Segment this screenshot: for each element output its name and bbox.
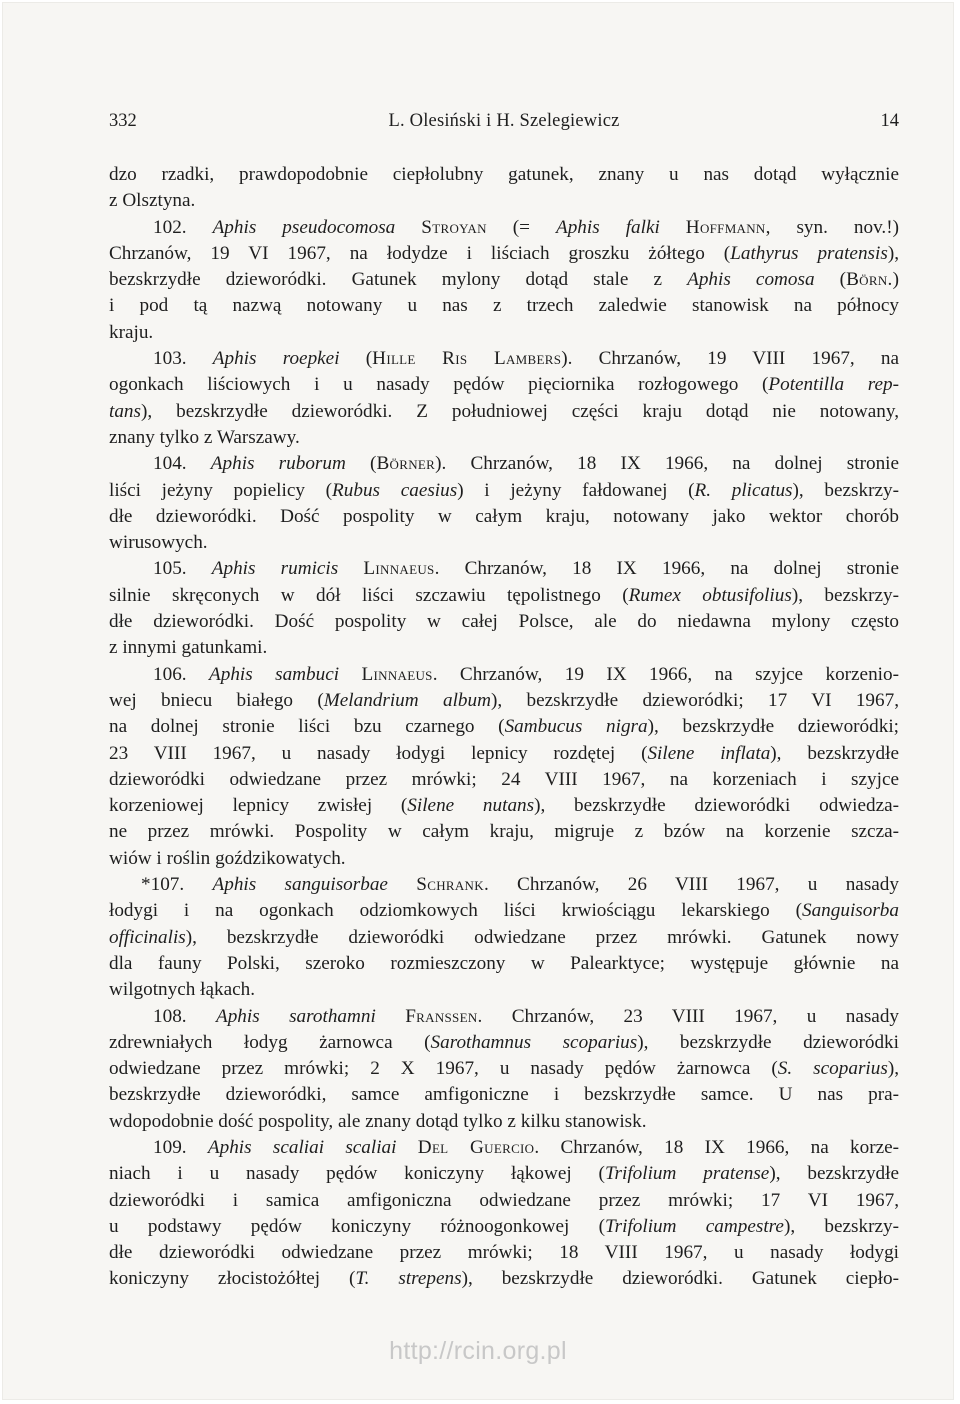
taxon-name: Trifolium pratense bbox=[604, 1163, 770, 1185]
taxon-name: Aphis sambuci bbox=[209, 663, 340, 685]
text-line: 23 VIII 1967, u nasady łodygi lepnicy rozdętej (Silene inflata), bezskrzydłe bbox=[109, 742, 899, 764]
author-name: Börner bbox=[376, 453, 436, 475]
species-entry-heading: 106. Aphis sambuci Linnaeus. Chrzanów, 19 IX 1966, na szyjce korzenio- bbox=[153, 663, 899, 685]
text-line: officinalis), bezskrzydłe dzieworódki odwiedzane przez mrówki. Gatunek nowy bbox=[109, 926, 899, 948]
text-line: wirusowych. bbox=[109, 532, 208, 554]
text-line: niach i u nasady pędów koniczyny łąkowej (Trifolium pratense), bezskrzydłe bbox=[109, 1163, 899, 1185]
text-line: liści jeżyny popielicy (Rubus caesius) i jeżyny fałdowanej (R. plicatus), bezskrzy- bbox=[109, 479, 899, 501]
taxon-name: Sambucus nigra bbox=[504, 716, 648, 738]
text-line: u podstawy pędów koniczyny różnoogonkowej (Trifolium campestre), bezskrzy- bbox=[109, 1215, 899, 1237]
taxon-name: Melandrium album bbox=[323, 689, 491, 711]
taxon-name: Silene inflata bbox=[647, 742, 771, 764]
text-line: bezskrzydłe dzieworódki, samce amfigoniczne i bezskrzydłe samce. U nas pra- bbox=[109, 1084, 899, 1106]
text-line: bezskrzydłe dzieworódki. Gatunek mylony dotąd stale z Aphis comosa (Börn.) bbox=[109, 269, 900, 291]
species-entry-heading: 102. Aphis pseudocomosa Stroyan (= Aphis falki Hoffmann, syn. nov.!) bbox=[153, 216, 899, 238]
author-name: Linnaeus bbox=[361, 663, 433, 685]
taxon-name: T. strepens bbox=[355, 1268, 462, 1290]
taxon-name: Aphis comosa bbox=[687, 269, 815, 291]
text-line: zdrewniałych łodyg żarnowca (Sarothamnus scoparius), bezskrzydłe dzieworódki bbox=[109, 1031, 899, 1053]
taxon-name: Aphis pseudocomosa bbox=[212, 216, 396, 238]
running-head-authors: L. Olesiński i H. Szelegiewicz bbox=[388, 111, 620, 131]
taxon-name: Aphis roepkei bbox=[212, 348, 340, 370]
taxon-name: Rubus caesius bbox=[332, 479, 458, 501]
text-line: silnie skręconych w dół liści szczawiu tępolistnego (Rumex obtusifolius), bezskrzy- bbox=[109, 584, 899, 606]
author-name: Hoffmann bbox=[685, 216, 766, 238]
text-line: z Olsztyna. bbox=[109, 190, 196, 212]
text-line: dzieworódki odwiedzane przez mrówki; 24 VIII 1967, na korzeniach i szyjce bbox=[109, 768, 899, 790]
taxon-name: Aphis rumicis bbox=[211, 558, 339, 580]
taxon-name: Sarothamnus scoparius bbox=[430, 1031, 638, 1053]
taxon-name: Aphis sanguisorbae bbox=[212, 874, 388, 896]
text-line: dłe dzieworódki. Dość pospolity w całej Polsce, ale do niedawna mylony często bbox=[109, 611, 899, 633]
taxon-name: Aphis scaliai scaliai bbox=[207, 1136, 397, 1158]
text-line: znany tylko z Warszawy. bbox=[109, 426, 300, 448]
watermark-url: http://rcin.org.pl bbox=[389, 1337, 567, 1365]
text-line: odwiedzane przez mrówki; 2 X 1967, u nasady pędów żarnowca (S. scoparius), bbox=[109, 1058, 899, 1080]
taxon-name: officinalis bbox=[109, 926, 186, 948]
text-line: łodygi i na ogonkach odziomkowych liści krwiościągu lekarskiego (Sanguisorba bbox=[109, 900, 899, 922]
taxon-name: Rumex obtusifolius bbox=[628, 584, 792, 606]
taxon-name: Aphis falki bbox=[555, 216, 660, 238]
species-entry-heading: 109. Aphis scaliai scaliai Del Guercio. Chrzanów, 18 IX 1966, na korze- bbox=[153, 1136, 900, 1158]
text-line: i pod tą nazwą notowany u nas z trzech zaledwie stanowisk na północy bbox=[109, 295, 899, 317]
text-line: ne przez mrówki. Pospolity w całym kraju, migruje z bzów na korzenie szcza- bbox=[109, 821, 899, 843]
species-entry-heading: 103. Aphis roepkei (Hille Ris Lambers). Chrzanów, 19 VIII 1967, na bbox=[153, 348, 900, 370]
taxon-name: Potentilla rep- bbox=[768, 374, 899, 396]
taxon-name: Aphis sarothamni bbox=[215, 1005, 376, 1027]
species-entry-heading: 108. Aphis sarothamni Franssen. Chrzanów, 23 VIII 1967, u nasady bbox=[153, 1005, 900, 1027]
species-entry-heading: 104. Aphis ruborum (Börner). Chrzanów, 18 IX 1966, na dolnej stronie bbox=[153, 453, 900, 475]
text-line: Chrzanów, 19 VI 1967, na łodydze i liściach groszku żółtego (Lathyrus pratensis), bbox=[109, 242, 899, 264]
author-name: Schrank bbox=[416, 874, 484, 896]
taxon-name: Lathyrus pratensis bbox=[730, 242, 888, 264]
text-line: tans), bezskrzydłe dzieworódki. Z południowej części kraju dotąd nie notowany, bbox=[109, 400, 899, 422]
author-name: Franssen bbox=[405, 1005, 478, 1027]
text-line: dłe dzieworódki odwiedzane przez mrówki; 18 VIII 1967, u nasady łodygi bbox=[109, 1242, 899, 1264]
text-line: wej bniecu białego (Melandrium album), bezskrzydłe dzieworódki; 17 VI 1967, bbox=[109, 689, 899, 711]
taxon-name: Sanguisorba bbox=[801, 900, 899, 922]
text-line: ogonkach liściowych i u nasady pędów pięciornika rozłogowego (Potentilla rep- bbox=[109, 374, 899, 396]
author-name: Hille Ris Lambers bbox=[372, 348, 562, 370]
page-number: 332 bbox=[109, 111, 137, 131]
author-name: Börn. bbox=[846, 269, 893, 291]
taxon-name: tans bbox=[109, 400, 141, 422]
author-name: Linnaeus bbox=[363, 558, 435, 580]
journal-page bbox=[2, 2, 954, 1400]
taxon-name: Aphis ruborum bbox=[210, 453, 346, 475]
taxon-name: R. plicatus bbox=[694, 479, 793, 501]
text-line: wdopodobnie dość pospolity, ale znany dotąd tylko z kilku stanowisk. bbox=[109, 1110, 647, 1132]
taxon-name: Trifolium campestre bbox=[605, 1215, 784, 1237]
text-line: na dolnej stronie liści bzu czarnego (Sambucus nigra), bezskrzydłe dzieworódki; bbox=[109, 716, 899, 738]
author-name: Stroyan bbox=[421, 216, 487, 238]
author-name: Del Guercio bbox=[417, 1136, 535, 1158]
running-header bbox=[109, 111, 899, 135]
species-entry-heading: *107. Aphis sanguisorbae Schrank. Chrzanów, 26 VIII 1967, u nasady bbox=[141, 874, 899, 896]
body-text bbox=[109, 162, 899, 1293]
taxon-name: S. scoparius bbox=[777, 1058, 888, 1080]
text-line: dzo rzadki, prawdopodobnie ciepłolubny gatunek, znany u nas dotąd wyłącznie bbox=[109, 164, 899, 185]
text-line: dzieworódki i samica amfigoniczna odwiedzane przez mrówki; 17 VI 1967, bbox=[109, 1189, 899, 1211]
text-line: dłe dzieworódki. Dość pospolity w całym kraju, notowany jako wektor chorób bbox=[109, 505, 899, 527]
text-line: kraju. bbox=[109, 321, 154, 343]
text-line: z innymi gatunkami. bbox=[109, 637, 268, 659]
section-number: 14 bbox=[880, 111, 899, 131]
text-line: korzeniowej lepnicy zwisłej (Silene nutans), bezskrzydłe dzieworódki odwiedza- bbox=[109, 795, 899, 817]
text-line: dla fauny Polski, szeroko rozmieszczony w Palearktyce; występuje głównie na bbox=[109, 952, 899, 974]
text-line: koniczyny złocistożółtej (T. strepens), bezskrzydłe dzieworódki. Gatunek ciepło- bbox=[109, 1268, 899, 1290]
species-entry-heading: 105. Aphis rumicis Linnaeus. Chrzanów, 18 IX 1966, na dolnej stronie bbox=[153, 558, 899, 580]
text-line: wiów i roślin goździkowatych. bbox=[109, 847, 346, 869]
text-line: wilgotnych łąkach. bbox=[109, 979, 255, 1001]
taxon-name: Silene nutans bbox=[407, 795, 535, 817]
